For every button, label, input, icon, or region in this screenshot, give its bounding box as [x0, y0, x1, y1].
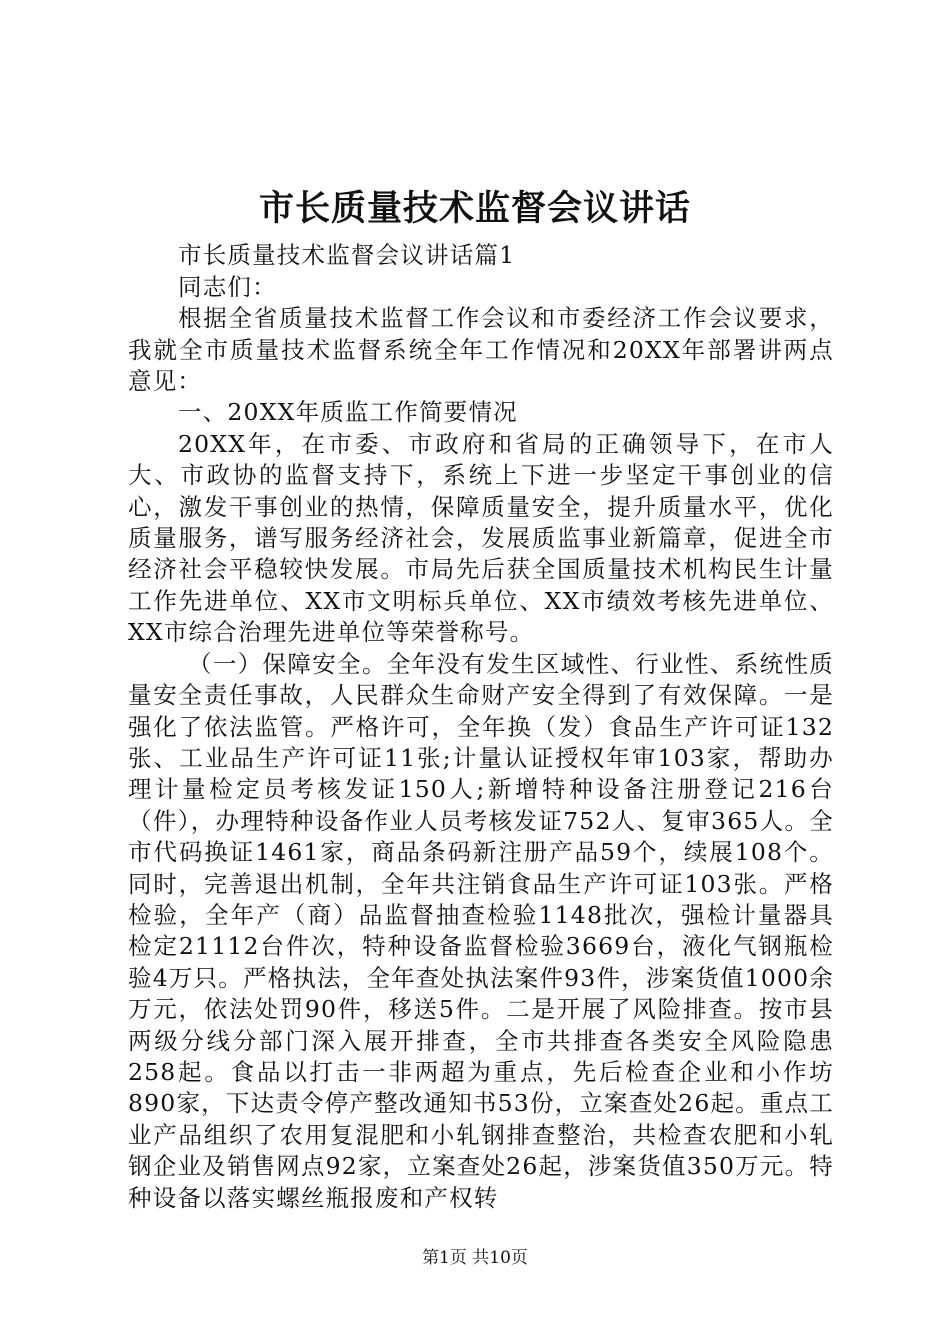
section-heading: 一、20XX年质监工作简要情况	[178, 398, 518, 427]
subtitle-paragraph: 市长质量技术监督会议讲话篇1	[178, 241, 516, 270]
safety-paragraph: （一）保障安全。全年没有发生区域性、行业性、系统性质量安全责任事故，人民群众生命财产安全得到了有效保障。一是强化了依法监管。严格许可，全年换（发）食品生产许可证132张、工业品生产许可证11张;计量认证授权年审103家，帮助办理计量检定员考核发证150人;新增特种设备注册登记216台（件），办理特种设备作业人员考核发证752人、复审365人。全市代码换证1461家，商品条码新注册产品59个，续展108个。同时，完善退出机制，全年共注销食品生产许可证103张。严格检验，全年产（商）品监督抽查检验1148批次，强检计量器具检定21112台件次，特种设备监督检验3669台，液化气钢瓶检验4万只。严格执法，全年查处执法案件93件，涉案货值1000余万元，依法处罚90件，移送5件。二是开展了风险排查。按市县两级分线分部门深入展开排查，全市共排查各类安全风险隐患258起。食品以打击一非两超为重点，先后检查企业和小作坊890家，下达责令停产整改通知书53份，立案查处26起。重点工业产品组织了农用复混肥和小轧钢排查整治，共检查农肥和小轧钢企业及销售网点92家，立案查处26起，涉案货值350万元。特种设备以落实螺丝瓶报废和产权转	[128, 649, 834, 1212]
document-body	[128, 209, 834, 1214]
document-title: 市长质量技术监督会议讲话	[258, 188, 691, 229]
intro-paragraph: 根据全省质量技术监督工作会议和市委经济工作会议要求，我就全市质量技术监督系统全年工作情况和20XX年部署讲两点意见：	[128, 304, 834, 396]
page-footer: 第1页 共10页	[422, 1248, 528, 1268]
salutation-paragraph: 同志们：	[178, 272, 277, 301]
summary-paragraph: 20XX年，在市委、市政府和省局的正确领导下，在市人大、市政协的监督支持下，系统上下进一步坚定干事创业的信心，激发干事创业的热情，保障质量安全，提升质量水平，优化质量服务，谱写服务经济社会，发展质监事业新篇章，促进全市经济社会平稳较快发展。市局先后获全国质量技术机构民生计量工作先进单位、XX市文明标兵单位、XX市绩效考核先进单位、XX市综合治理先进单位等荣誉称号。	[128, 429, 834, 647]
blank-line	[128, 209, 834, 240]
